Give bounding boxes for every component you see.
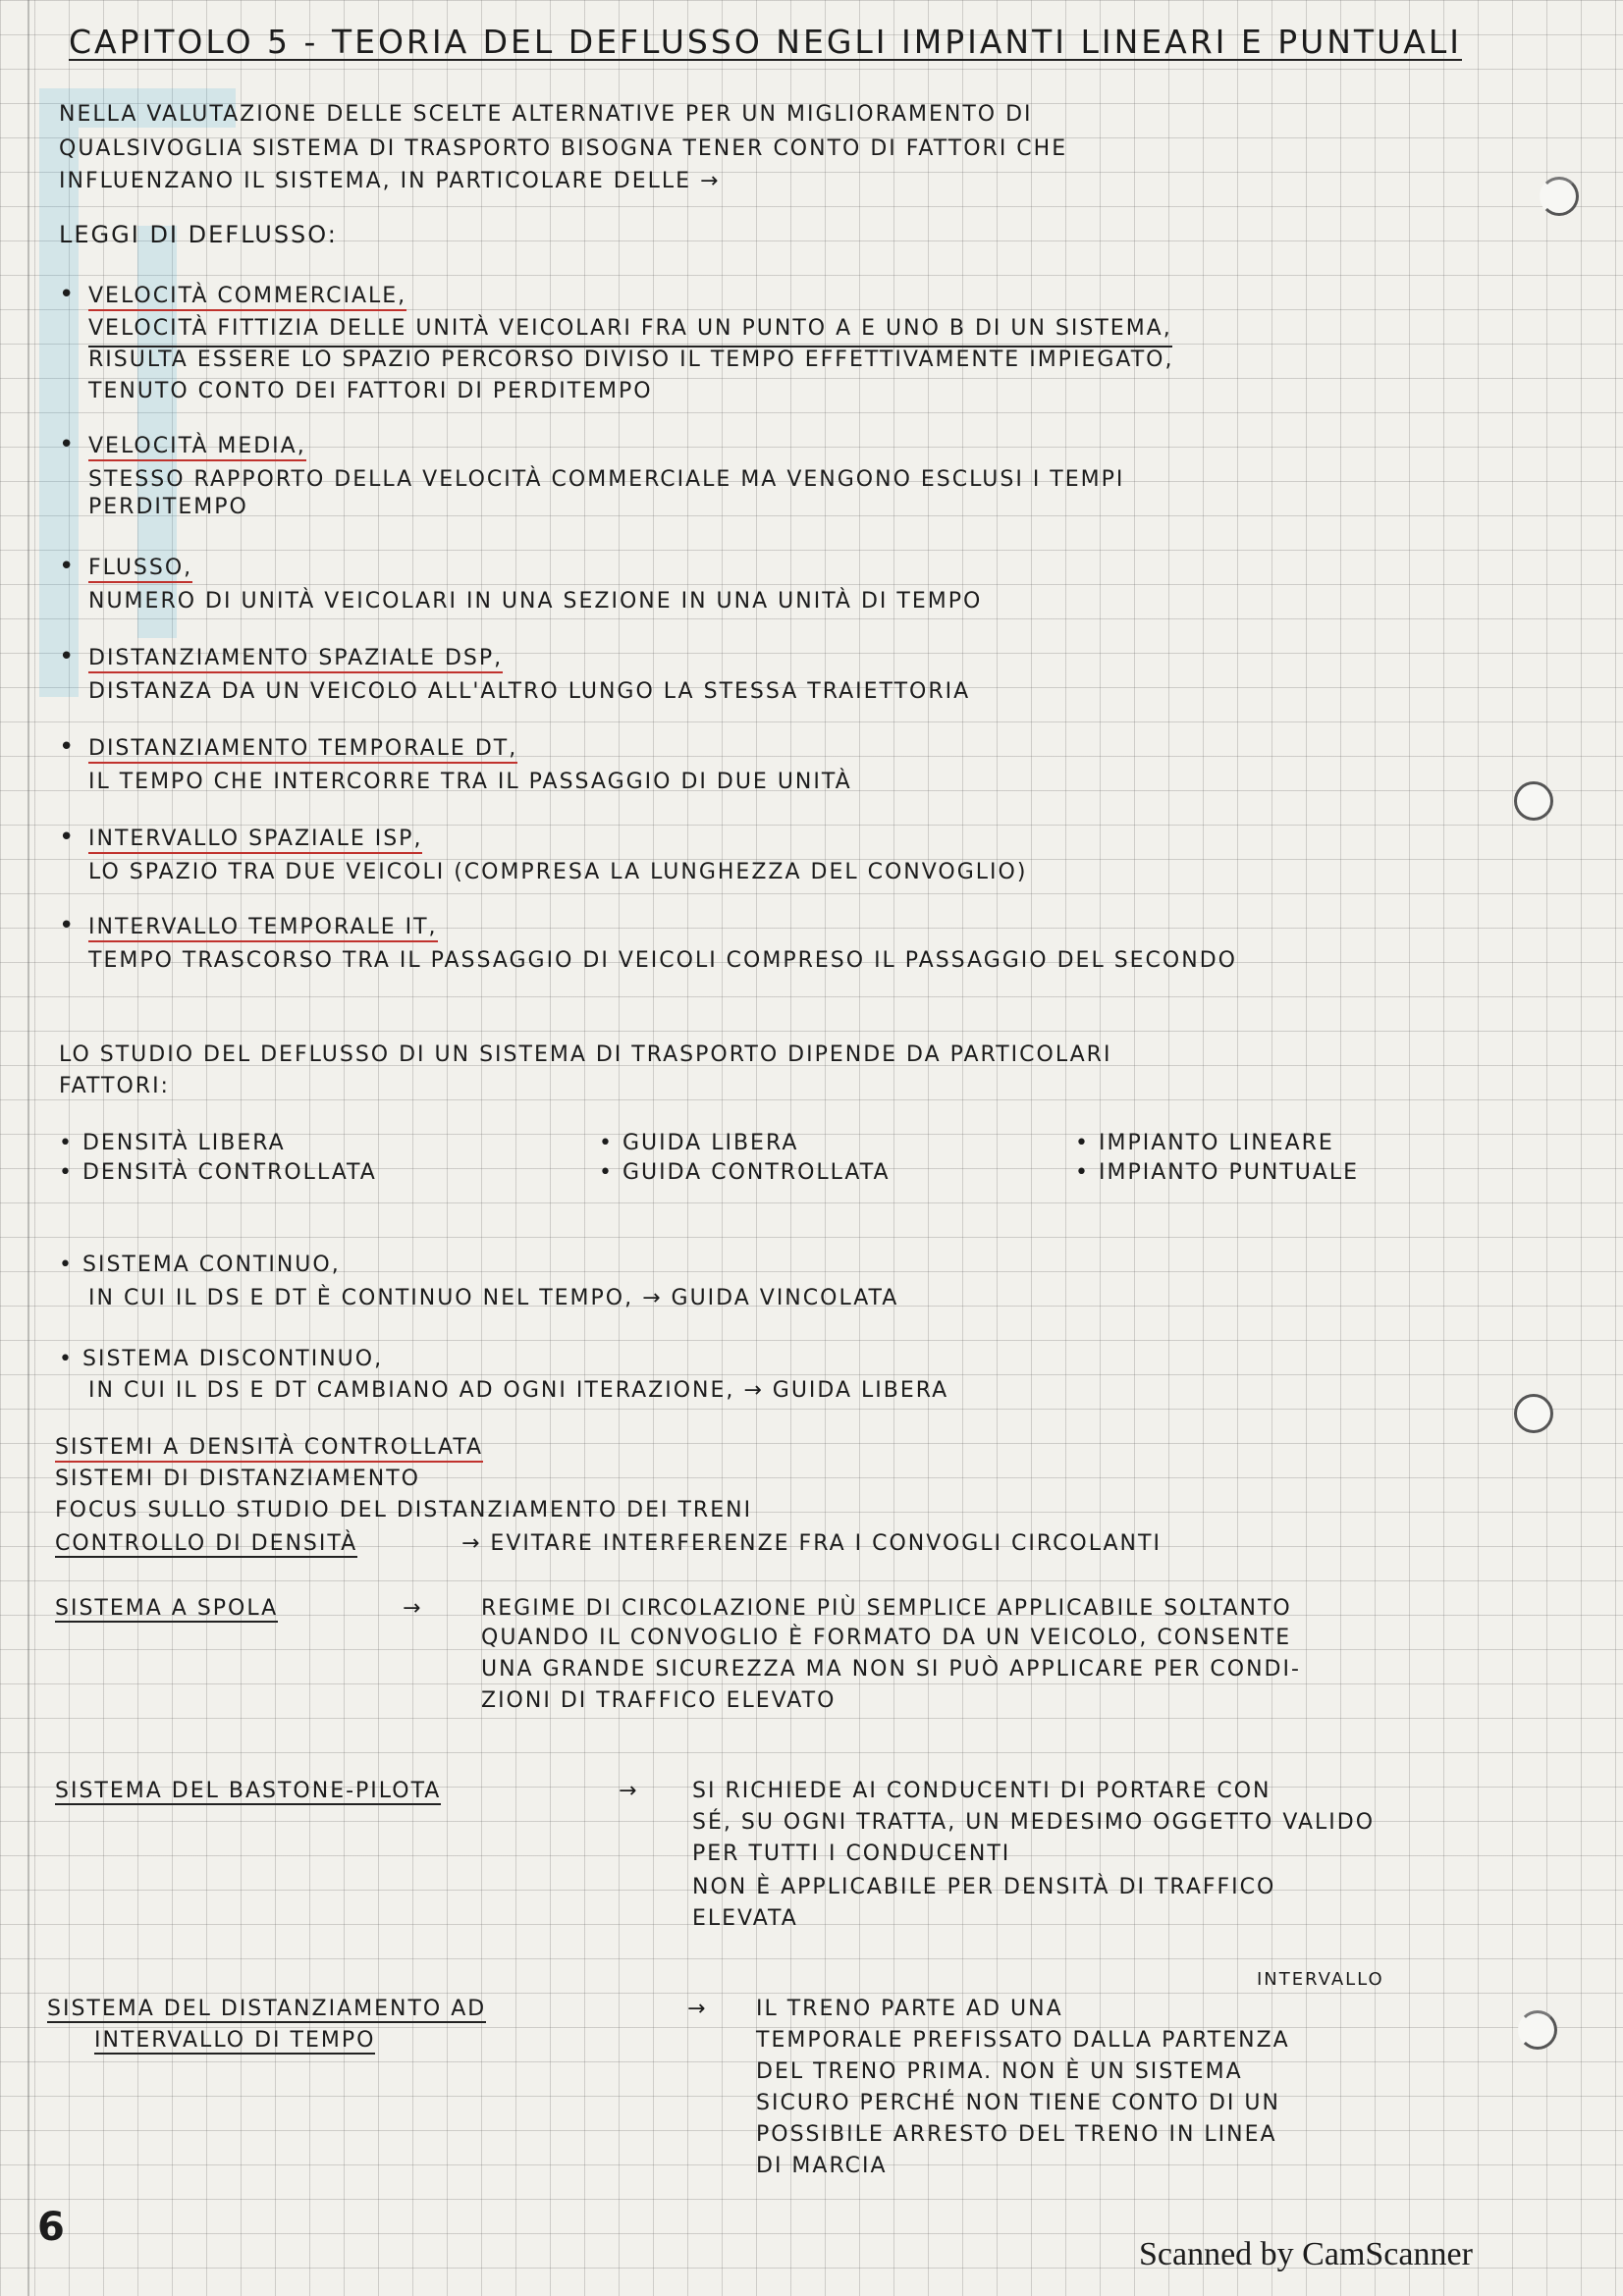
factors-intro-line: FATTORI:	[59, 1074, 170, 1098]
binder-hole	[1514, 781, 1553, 821]
definition-line: NUMERO DI UNITÀ VEICOLARI IN UNA SEZIONE IN UNA UNITÀ DI TEMPO	[88, 589, 983, 614]
term-distanziamento-spaziale: DISTANZIAMENTO SPAZIALE DSP,	[88, 646, 503, 673]
factor-item: • GUIDA LIBERA	[599, 1131, 799, 1155]
bullet-icon: •	[59, 642, 75, 671]
definition-line: TENUTO CONTO DEI FATTORI DI PERDITEMPO	[88, 379, 653, 403]
bullet-icon: •	[59, 911, 75, 940]
arrow-icon: →	[687, 1997, 708, 2021]
system-line: IN CUI IL DS E DT È CONTINUO NEL TEMPO, → GUIDA VINCOLATA	[88, 1286, 899, 1310]
binder-hole	[1514, 1394, 1553, 1433]
bastone-line: PER TUTTI I CONDUCENTI	[692, 1842, 1011, 1866]
definition-line: TEMPO TRASCORSO TRA IL PASSAGGIO DI VEICOLI COMPRESO IL PASSAGGIO DEL SECONDO	[88, 948, 1237, 973]
sistema-spola-label: SISTEMA A SPOLA	[55, 1596, 279, 1621]
section-heading-laws: LEGGI DI DEFLUSSO:	[59, 221, 338, 248]
insert-intervallo: INTERVALLO	[1257, 1969, 1384, 1990]
density-control-label: CONTROLLO DI DENSITÀ	[55, 1531, 358, 1556]
definition-line: VELOCITÀ FITTIZIA DELLE UNITÀ VEICOLARI FRA UN PUNTO A E UNO B DI UN SISTEMA,	[88, 312, 1172, 347]
bullet-icon: •	[59, 823, 75, 852]
sistema-intervallo-label-2: INTERVALLO DI TEMPO	[94, 2028, 376, 2053]
intro-line-3: INFLUENZANO IL SISTEMA, IN PARTICOLARE DELLE →	[59, 169, 721, 193]
bastone-line: NON È APPLICABILE PER DENSITÀ DI TRAFFICO	[692, 1875, 1276, 1899]
heading-densita-controllata: SISTEMI A DENSITÀ CONTROLLATA	[55, 1435, 483, 1463]
factor-item: • DENSITÀ CONTROLLATA	[59, 1160, 377, 1185]
definition-line: PERDITEMPO	[88, 495, 248, 519]
factor-item: • IMPIANTO LINEARE	[1075, 1131, 1334, 1155]
spola-line: QUANDO IL CONVOGLIO È FORMATO DA UN VEICOLO, CONSENTE	[481, 1626, 1292, 1650]
page-title: CAPITOLO 5 - TEORIA DEL DEFLUSSO NEGLI IMPIANTI LINEARI E PUNTUALI	[69, 23, 1462, 61]
bullet-icon: •	[59, 552, 75, 581]
focus-line: FOCUS SULLO STUDIO DEL DISTANZIAMENTO DEI TRENI	[55, 1498, 753, 1522]
bastone-line: ELEVATA	[692, 1906, 798, 1931]
term-distanziamento-temporale: DISTANZIAMENTO TEMPORALE DT,	[88, 736, 517, 764]
intro-line-2: QUALSIVOGLIA SISTEMA DI TRASPORTO BISOGNA TENER CONTO DI FATTORI CHE	[59, 136, 1068, 161]
intro-line-1: NELLA VALUTAZIONE DELLE SCELTE ALTERNATIVE PER UN MIGLIORAMENTO DI	[59, 102, 1033, 127]
system-term: • SISTEMA CONTINUO,	[59, 1253, 341, 1277]
definition-line: LO SPAZIO TRA DUE VEICOLI (COMPRESA LA LUNGHEZZA DEL CONVOGLIO)	[88, 860, 1028, 884]
arrow-icon: →	[403, 1596, 423, 1621]
definition-line: DISTANZA DA UN VEICOLO ALL'ALTRO LUNGO LA STESSA TRAIETTORIA	[88, 679, 971, 704]
factor-item: • IMPIANTO PUNTUALE	[1075, 1160, 1360, 1185]
spola-line: ZIONI DI TRAFFICO ELEVATO	[481, 1688, 837, 1713]
bullet-icon: •	[59, 280, 75, 309]
term-velocita-media: VELOCITÀ MEDIA,	[88, 434, 306, 461]
definition-line: STESSO RAPPORTO DELLA VELOCITÀ COMMERCIALE MA VENGONO ESCLUSI I TEMPI	[88, 467, 1125, 492]
definition-line: IL TEMPO CHE INTERCORRE TRA IL PASSAGGIO DI DUE UNITÀ	[88, 770, 852, 794]
spola-line: UNA GRANDE SICUREZZA MA NON SI PUÒ APPLICARE PER CONDI-	[481, 1657, 1301, 1682]
intervallo-line: TEMPORALE PREFISSATO DALLA PARTENZA	[756, 2028, 1290, 2053]
definition-line: RISULTA ESSERE LO SPAZIO PERCORSO DIVISO IL TEMPO EFFETTIVAMENTE IMPIEGATO,	[88, 347, 1174, 372]
term-flusso: FLUSSO,	[88, 556, 192, 583]
bullet-icon: •	[59, 430, 75, 459]
intervallo-line: DI MARCIA	[756, 2154, 888, 2178]
system-line: IN CUI IL DS E DT CAMBIANO AD OGNI ITERAZIONE, → GUIDA LIBERA	[88, 1378, 949, 1403]
bastone-line: SÉ, SU OGNI TRATTA, UN MEDESIMO OGGETTO VALIDO	[692, 1810, 1376, 1835]
density-control-text: → EVITARE INTERFERENZE FRA I CONVOGLI CIRCOLANTI	[461, 1531, 1162, 1556]
factors-intro-line: LO STUDIO DEL DEFLUSSO DI UN SISTEMA DI TRASPORTO DIPENDE DA PARTICOLARI	[59, 1042, 1112, 1067]
page-number: 6	[37, 2205, 65, 2250]
scanner-footer: Scanned by CamScanner	[1139, 2236, 1473, 2272]
factor-item: • GUIDA CONTROLLATA	[599, 1160, 891, 1185]
term-intervallo-temporale: INTERVALLO TEMPORALE IT,	[88, 915, 438, 942]
arrow-icon: →	[619, 1779, 639, 1803]
bastone-line: SI RICHIEDE AI CONDUCENTI DI PORTARE CON	[692, 1779, 1271, 1803]
bullet-icon: •	[59, 732, 75, 762]
intervallo-line: POSSIBILE ARRESTO DEL TRENO IN LINEA	[756, 2122, 1277, 2147]
binder-hole	[1518, 2010, 1557, 2050]
binder-hole	[1540, 177, 1579, 216]
sistema-bastone-label: SISTEMA DEL BASTONE-PILOTA	[55, 1779, 442, 1803]
term-velocita-commerciale: VELOCITÀ COMMERCIALE,	[88, 284, 406, 311]
term-intervallo-spaziale: INTERVALLO SPAZIALE ISP,	[88, 827, 422, 854]
factor-item: • DENSITÀ LIBERA	[59, 1131, 286, 1155]
intervallo-line: IL TRENO PARTE AD UNA	[756, 1997, 1063, 2021]
spola-line: REGIME DI CIRCOLAZIONE PIÙ SEMPLICE APPLICABILE SOLTANTO	[481, 1596, 1292, 1621]
system-term: • SISTEMA DISCONTINUO,	[59, 1347, 384, 1371]
subheading-distanziamento: SISTEMI DI DISTANZIAMENTO	[55, 1467, 420, 1491]
sistema-intervallo-label: SISTEMA DEL DISTANZIAMENTO AD	[47, 1997, 487, 2021]
intervallo-line: SICURO PERCHÉ NON TIENE CONTO DI UN	[756, 2091, 1280, 2115]
intervallo-line: DEL TRENO PRIMA. NON È UN SISTEMA	[756, 2059, 1243, 2084]
